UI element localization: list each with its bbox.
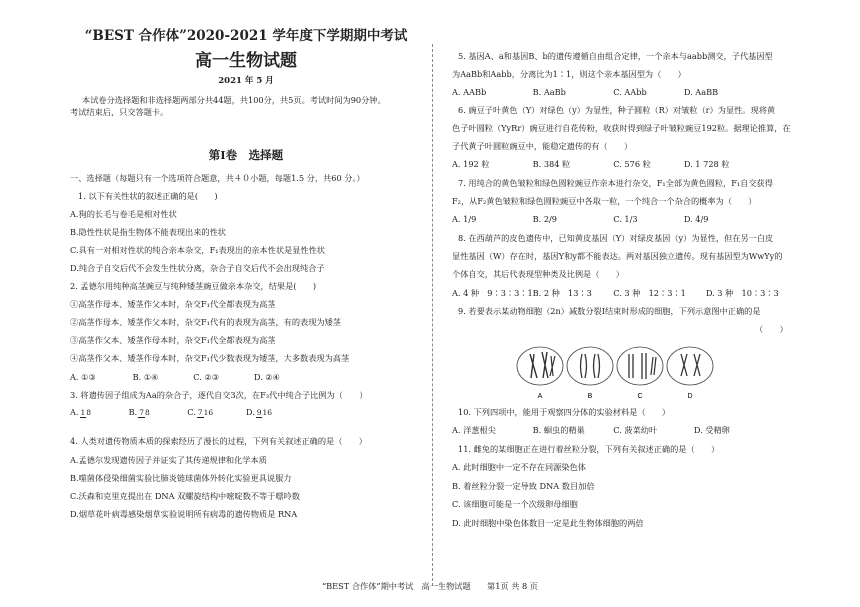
q3-option-c: C. 716: [187, 407, 214, 417]
question-7-stem: F₂，从F₂黄色皱粒和绿色圆粒豌豆中各取一粒，一个纯合一个杂合的概率为（ ）: [452, 196, 757, 206]
q3-option-a: A. 18: [70, 407, 92, 417]
cell-diagram-d: [667, 347, 713, 385]
q2-option: D. ②④: [253, 372, 280, 382]
q11-option: A. 此时细胞中一定不存在同源染色体: [452, 462, 586, 472]
q11-option: B. 着丝粒分裂一定导致 DNA 数目加倍: [452, 481, 595, 491]
question-2-stem: 2. 孟德尔用纯种高茎豌豆与纯种矮茎豌豆做亲本杂交，结果是( ): [70, 281, 317, 291]
question-6-stem: 色子叶圆粒（YyRr）豌豆进行自花传粉，收获时得到绿子叶皱粒豌豆192粒。据理论推算，在: [452, 123, 791, 133]
question-8-stem: 个体自交，其后代表现型种类及比例是（ ）: [452, 269, 624, 279]
question-4-stem: 4. 人类对遗传物质本质的探索经历了漫长的过程，下列有关叙述正确的是（ ）: [70, 436, 367, 446]
exam-subtitle: 高一生物试题: [195, 51, 297, 71]
q3-option-d: D. 916: [245, 407, 273, 417]
question-8-stem: 显性基因（W）存在时，基因Y和y都不能表达。两对基因独立遗传。现有基因型为WwYy的: [452, 251, 783, 261]
q11-option: D. 此时细胞中染色体数目一定是此生物体细胞的两倍: [452, 518, 644, 528]
q5-option: B. AaBb: [532, 87, 566, 97]
q5-options: [452, 87, 718, 97]
q2-option: B. ①④: [132, 372, 159, 382]
q9-answer-paren: （ ）: [755, 324, 788, 334]
q2-item: ①高茎作母本、矮茎作父本时，杂交F₁代全都表现为高茎: [70, 299, 276, 309]
question-7-stem: 7. 用纯合的黄色皱粒和绿色圆粒豌豆作亲本进行杂交，F₁全部为黄色圆粒，F₁自交获得: [458, 178, 773, 188]
intro-line: 本试卷分选择题和非选择题两部分共44题，共100分，共5页。考试时间为90分钟。: [82, 95, 386, 105]
q10-option: C. 菠菜幼叶: [613, 425, 658, 435]
q6-options: [452, 159, 730, 170]
question-8-stem: 8. 在西葫芦的皮色遗传中，已知黄皮基因（Y）对绿皮基因（y）为显性，但在另一白皮: [458, 233, 774, 243]
cell-diagram-c: [617, 347, 663, 385]
cell-diagram-b: [567, 347, 613, 385]
q7-option: D. 4/9: [683, 214, 709, 224]
question-1-stem: 1. 以下有关性状的叙述正确的是( ): [78, 191, 218, 201]
q5-option: D. AaBB: [683, 87, 719, 97]
q6-option: A. 192 粒: [452, 159, 490, 169]
q10-option: A. 洋葱根尖: [452, 425, 496, 435]
q7-option: C. 1/3: [613, 214, 638, 224]
question-10-stem: 10. 下列四项中，能用于观察四分体的实验材料是（ ）: [458, 407, 671, 417]
q7-option: B. 2/9: [532, 214, 558, 224]
q4-option: D.烟草花叶病毒感染烟草实验说明所有病毒的遗传物质是 RNA: [70, 509, 298, 519]
q9-cell-diagrams: [515, 342, 715, 402]
q2-item: ③高茎作父本、矮茎作母本时，杂交F₁代全都表现为高茎: [70, 335, 276, 345]
exam-date: 2021 年 5 月: [218, 76, 274, 86]
q6-option: D. 1 728 粒: [683, 159, 730, 169]
q1-option: B.隐性性状是指生物体不能表现出来的性状: [70, 227, 226, 237]
q1-option: A.狗的长毛与卷毛是相对性状: [70, 209, 177, 219]
q2-options: [70, 372, 280, 382]
q11-option: C. 该细胞可能是一个次级卵母细胞: [452, 499, 578, 509]
q2-item: ④高茎作父本、矮茎作母本时，杂交F₁代少数表现为矮茎，大多数表现为高茎: [70, 353, 350, 363]
q5-option: C. AAbb: [613, 87, 647, 97]
q3-option-b: B. 78: [128, 407, 150, 417]
question-5-stem: 5. 基因A、a和基因B、b的遗传遵循自由组合定律，一个亲本与aabb测交，子代基因型: [458, 51, 773, 61]
question-11-stem: 11. 雌兔的某细胞正在进行着丝粒分裂，下列有关叙述正确的是（ ）: [458, 444, 720, 454]
section-heading: 第Ⅰ卷 选择题: [208, 148, 284, 162]
q2-option: A. ①③: [70, 372, 96, 382]
q8-options: [452, 288, 779, 299]
q7-options: [452, 214, 708, 224]
q10-option: B. 蛔虫的精巢: [532, 425, 585, 435]
q8-option: B. 2 种 13∶3: [532, 288, 592, 298]
q4-option: B.噬菌体侵染细菌实验比肺炎链球菌体外转化实验更具说服力: [70, 473, 292, 483]
q4-option: C.沃森和克里克提出在 DNA 双螺旋结构中嘧啶数不等于嘌呤数: [70, 491, 300, 501]
cell-label-c: C: [637, 393, 643, 400]
question-3-stem: 3. 将遗传因子组成为Aa的杂合子，逐代自交3次，在F₃代中纯合子比例为（ ）: [70, 390, 368, 400]
q6-option: B. 384 粒: [532, 159, 571, 169]
q10-option: D. 受精卵: [693, 425, 730, 435]
question-6-stem: 子代黄子叶圆粒豌豆中，能稳定遗传的有（ ）: [452, 141, 633, 151]
cell-diagram-a: [517, 347, 563, 385]
intro-line: 考试结束后，只交答题卡。: [70, 107, 169, 117]
q10-options: [452, 425, 730, 436]
question-5-stem: 为AaBb和Aabb，分离比为1∶1，则这个亲本基因型为（ ）: [452, 69, 686, 79]
column-divider: [432, 44, 433, 586]
exam-title: “BEST 合作体”2020-2021 学年度下学期期中考试: [84, 28, 408, 44]
page-footer: “BEST 合作体”期中考试 高一生物试题 第1页 共 8 页: [321, 581, 538, 591]
q1-option: C.具有一对相对性状的纯合亲本杂交，F₁表现出的亲本性状是显性性状: [70, 245, 325, 255]
question-9-stem: 9. 若要表示某动物细胞（2n）减数分裂Ⅰ结束时形成的细胞，下列示意图中正确的是: [458, 306, 761, 316]
q1-option: D.纯合子自交后代不会发生性状分离，杂合子自交后代不会出现纯合子: [70, 263, 325, 273]
instruction: 一、选择题（每题只有一个选项符合题意，共４０小题，每题1.5 分，共60 分。）: [70, 173, 365, 183]
q8-option: D. 3 种 10∶3∶3: [705, 288, 779, 298]
q8-option: A. 4 种 9∶3∶3∶1: [452, 288, 533, 298]
q6-option: C. 576 粒: [613, 159, 651, 169]
cell-label-d: D: [687, 393, 693, 400]
q8-option: C. 3 种 12∶3∶1: [613, 288, 686, 298]
cell-label-b: B: [587, 393, 593, 400]
cell-label-a: A: [537, 393, 543, 400]
q5-option: A. AABb: [452, 87, 487, 97]
q2-option: C. ②③: [193, 372, 220, 382]
question-6-stem: 6. 豌豆子叶黄色（Y）对绿色（y）为显性，种子圆粒（R）对皱粒（r）为显性。现将黄: [458, 105, 776, 115]
q4-option: A.孟德尔发现遗传因子并证实了其传递规律和化学本质: [70, 455, 267, 465]
q7-option: A. 1/9: [452, 214, 477, 224]
q3-options: [70, 407, 272, 418]
q2-item: ②高茎作母本、矮茎作父本时，杂交F₁代有的表现为高茎，有的表现为矮茎: [70, 317, 341, 327]
